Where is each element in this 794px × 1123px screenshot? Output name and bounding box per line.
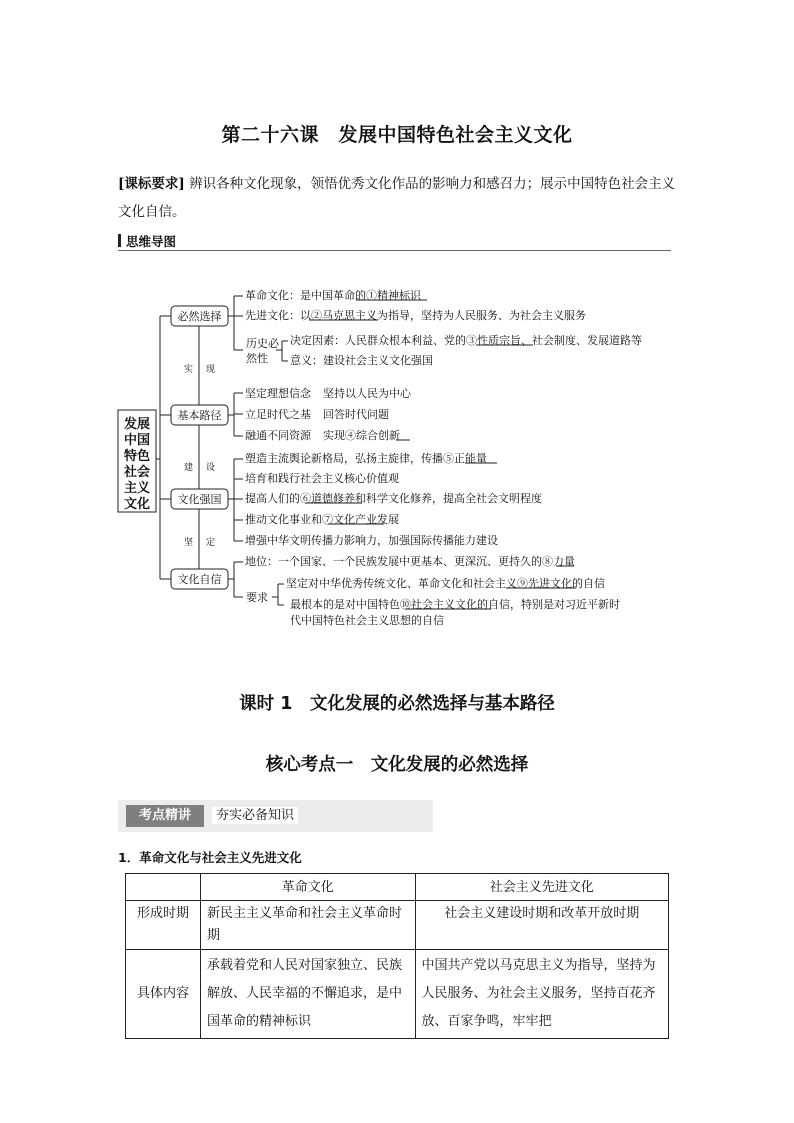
table-row — [126, 901, 669, 950]
path-line-2: 立足时代之基 回答时代问题 — [245, 408, 389, 421]
table-cell: 社会主义建设时期和改革开放时期 — [415, 901, 669, 950]
node-path: 基本路径 — [177, 409, 222, 422]
history-label-1: 历史必 — [246, 337, 279, 350]
strong-line-3: 提高人们的⑥道德修养和科学文化修养，提高全社会文明程度 — [245, 492, 542, 505]
connector-1b: 现 — [206, 365, 216, 375]
history-meaning: 意义：建设社会主义文化强国 — [290, 354, 433, 367]
table-row — [126, 950, 669, 1039]
table-row-label: 具体内容 — [126, 950, 201, 1039]
root-line-3: 特色 — [123, 449, 151, 464]
root-line-5: 主义 — [123, 481, 151, 496]
strong-line-5: 增强中华文明传播力影响力，加强国际传播能力建设 — [245, 534, 498, 547]
root-line-6: 文化 — [123, 497, 151, 512]
table-header-cell: 革命文化 — [201, 874, 416, 901]
root-line-4: 社会 — [123, 465, 151, 480]
connector-2b: 设 — [206, 463, 216, 473]
root-line-2: 中国 — [123, 433, 151, 448]
strong-line-2: 培育和践行社会主义核心价值观 — [245, 472, 399, 485]
period-title: 课时 1 文化发展的必然选择与基本路径 — [239, 694, 555, 714]
section-banner — [118, 800, 433, 832]
history-decisive: 决定因素：人民群众根本利益、党的③性质宗旨、社会制度、发展道路等 — [290, 334, 642, 347]
table-header-cell — [126, 874, 201, 901]
confidence-req-1: 坚定对中华优秀传统文化、革命文化和社会主义⑨先进文化的自信 — [286, 577, 605, 590]
core-point-title: 核心考点一 文化发展的必然选择 — [265, 755, 529, 775]
requirement-tag: [课标要求] — [118, 176, 185, 192]
table-header-cell: 社会主义先进文化 — [415, 874, 669, 901]
requirement-text: 辨识各种文化现象，领悟优秀文化作品的影响力和感召力；展示中国特色社会主义文化自信。 — [118, 176, 676, 220]
table-row-label: 形成时期 — [126, 901, 201, 950]
connector-2a: 建 — [184, 463, 194, 473]
confidence-status: 地位：一个国家、一个民族发展中更基本、更深沉、更持久的⑧力量 — [245, 555, 575, 568]
table-cell: 承载着党和人民对国家独立、民族解放、人民幸福的不懈追求，是中国革命的精神标识 — [201, 950, 416, 1039]
lesson-title: 第二十六课 发展中国特色社会主义文化 — [221, 124, 573, 146]
node-choice: 必然选择 — [177, 310, 222, 323]
mind-map-header-label: 思维导图 — [126, 234, 177, 249]
strong-line-1: 塑造主流舆论新格局，弘扬主旋律，传播⑤正能量 — [245, 452, 487, 465]
connector-1a: 实 — [184, 365, 194, 375]
history-label-2: 然性 — [246, 352, 268, 365]
table-cell: 新民主主义革命和社会主义革命时期 — [201, 901, 416, 950]
path-line-1: 坚定理想信念 坚持以人民为中心 — [245, 387, 411, 400]
strong-line-4: 推动文化事业和⑦文化产业发展 — [245, 513, 399, 526]
path-line-3: 融通不同资源 实现④综合创新 — [245, 429, 400, 442]
comparison-table — [125, 873, 669, 1039]
connector-3a: 坚 — [184, 538, 194, 548]
node-confidence: 文化自信 — [177, 573, 222, 586]
table-cell: 中国共产党以马克思主义为指导，坚持为人民服务、为社会主义服务，坚持百花齐放、百家争鸣，牢牢把 — [415, 950, 669, 1039]
root-line-1: 发展 — [123, 417, 151, 432]
banner-key-label: 考点精讲 — [126, 805, 204, 827]
table-header-row — [126, 874, 669, 901]
confidence-req-label: 要求 — [246, 591, 268, 604]
confidence-req-2a: 最根本的是对中国特色⑩社会主义文化的自信，特别是对习近平新时 — [290, 598, 620, 611]
banner-sub-label-wrap — [206, 805, 428, 827]
node-strong: 文化强国 — [177, 493, 222, 506]
section-1-heading: 1．革命文化与社会主义先进文化 — [118, 850, 302, 865]
confidence-req-2b: 代中国特色社会主义思想的自信 — [290, 614, 444, 627]
connector-3b: 定 — [206, 538, 216, 548]
banner-sub-label: 夯实必备知识 — [212, 807, 298, 824]
choice-revolution: 革命文化：是中国革命的①精神标识 — [245, 289, 421, 302]
choice-advanced: 先进文化：以②马克思主义为指导，坚持为人民服务、为社会主义服务 — [245, 309, 586, 322]
